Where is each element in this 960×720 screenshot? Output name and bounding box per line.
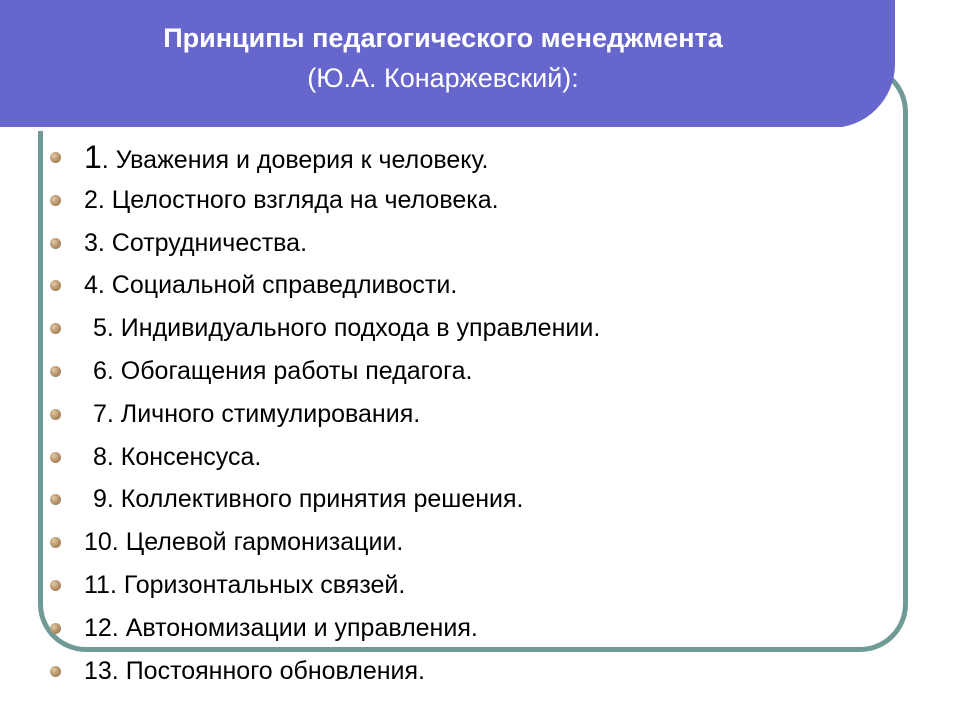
list-item-text: 6. Обогащения работы педагога. bbox=[93, 356, 473, 385]
list-item-label: . Уважения и доверия к человеку. bbox=[101, 146, 489, 174]
list-item-text: 10. Целевой гармонизации. bbox=[84, 528, 404, 557]
bullet-icon bbox=[50, 238, 61, 249]
list-item-text: 8. Консенсуса. bbox=[93, 442, 262, 471]
bullet-icon bbox=[50, 452, 61, 463]
slide-subtitle: (Ю.А. Конаржевский): bbox=[307, 63, 579, 93]
title-underline bbox=[0, 127, 848, 131]
bullet-icon bbox=[50, 666, 61, 677]
bullet-icon bbox=[50, 366, 61, 377]
list-item-text: 13. Постоянного обновления. bbox=[84, 656, 426, 685]
list-item-text: 11. Горизонтальных связей. bbox=[84, 570, 406, 599]
bullet-icon bbox=[50, 195, 61, 206]
list-item-text: 2. Целостного взгляда на человека. bbox=[84, 185, 499, 214]
list-item-text: 12. Автономизации и управления. bbox=[84, 613, 478, 642]
bullet-icon bbox=[50, 580, 61, 591]
slide-title: Принципы педагогического менеджмента bbox=[163, 23, 723, 53]
list-item-text: 5. Индивидуального подхода в управлении. bbox=[93, 314, 601, 343]
list-item-number: 1 bbox=[84, 139, 102, 175]
bullet-icon bbox=[50, 623, 61, 634]
list-item-text: 4. Социальной справедливости. bbox=[84, 271, 458, 300]
list-item-text: 7. Личного стимулирования. bbox=[93, 399, 421, 428]
bullet-icon bbox=[50, 152, 61, 163]
bullet-icon bbox=[50, 409, 61, 420]
list-item-text bbox=[84, 136, 488, 182]
list-item-text: 9. Коллективного принятия решения. bbox=[93, 485, 524, 514]
list-item-text: 3. Сотрудничества. bbox=[84, 228, 308, 257]
